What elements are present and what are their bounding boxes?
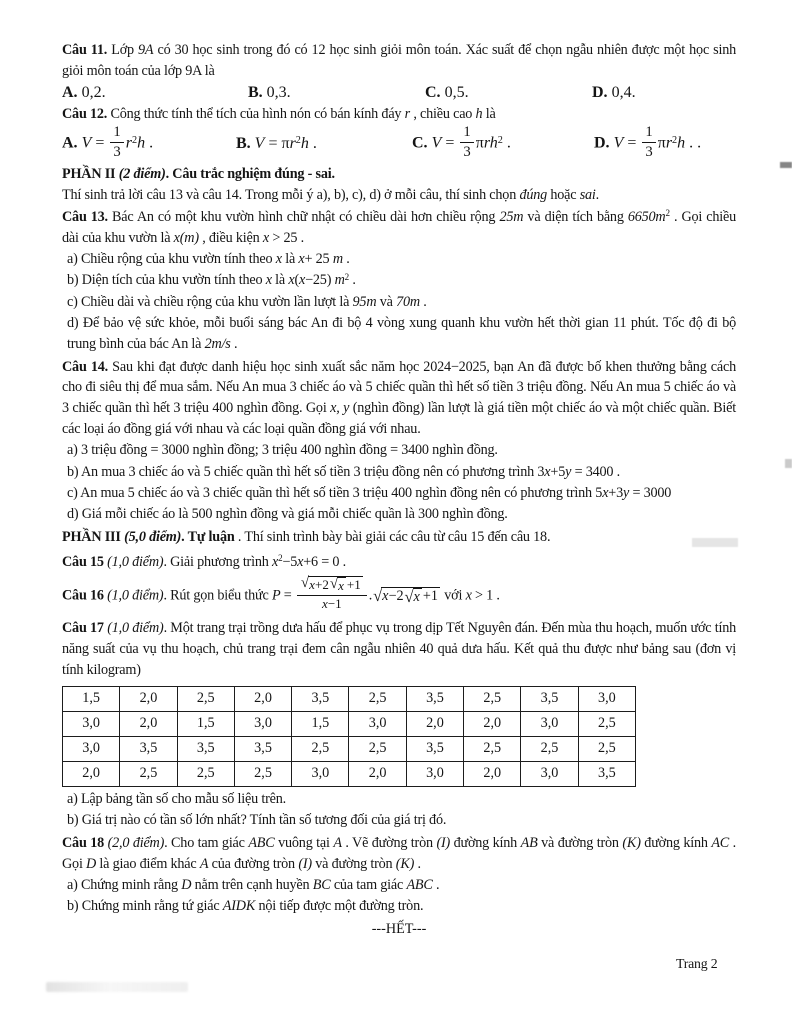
option-c: C. V = $\frac{1}{3}$ πrh$^2$ . <box>412 124 511 160</box>
question-17-item-b: b) Giá trị nào có tần số lớn nhất? Tính tần số tương đối của giá trị đó. <box>67 812 447 829</box>
table-cell: 2,0 <box>406 711 463 736</box>
option-b: B. $V = \pi r^2h$ . <box>236 135 317 153</box>
table-row <box>63 736 636 761</box>
table-row <box>63 711 636 736</box>
question-18-item-b: b) Chứng minh rằng tứ giác AIDK nội tiếp được một đường tròn. <box>67 898 424 915</box>
question-13-item-b: b) Diện tích của khu vườn tính theo x là x(x−25) $m^2$ . <box>67 271 356 289</box>
question-17-item-a: a) Lập bảng tần số cho mẫu số liệu trên. <box>67 790 286 807</box>
option-a: A. 0,2. <box>62 83 106 101</box>
table-cell: 3,0 <box>234 711 291 736</box>
table-cell: 3,5 <box>578 761 635 786</box>
scan-artifact <box>785 459 792 468</box>
page-number: Trang 2 <box>676 956 718 971</box>
table-cell: 2,0 <box>120 686 177 711</box>
question-16-text: Câu 16 (1,0 điểm). Rút gọn biểu thức P = $\frac{√x+2√x +1}{x-1}$ .√x−2√x +1 với x > 1 . <box>62 574 500 611</box>
table-cell: 2,0 <box>120 711 177 736</box>
table-cell: 3,0 <box>578 686 635 711</box>
table-cell: 1,5 <box>177 711 234 736</box>
table-cell: 2,5 <box>464 686 521 711</box>
question-14-text: Câu 14. Sau khi đạt được danh hiệu học sinh xuất sắc năm học 2024−2025, bạn An đã được bố khen thưởng bằng cách cho đi siêu thị để mua sắm. Nếu An mua 3 chiếc áo và 5 chiếc quần thì hết số tiền 3 triệu đồng. Nếu An mua 5 chiếc áo và 3 chiếc quần thì hết 3 triệu 400 nghìn đồng. Gọi x, y (nghìn đồng) lần lượt là giá tiền một chiếc áo và một chiếc quần. Biết các loại áo đồng giá với nhau và các loại quần đồng giá với nhau. <box>62 358 736 437</box>
option-d: D. 0,4. <box>592 83 636 101</box>
table-cell: 3,5 <box>406 686 463 711</box>
table-cell: 1,5 <box>292 711 349 736</box>
table-cell: 2,5 <box>234 761 291 786</box>
table-cell: 3,0 <box>521 761 578 786</box>
question-13-item-c: c) Chiều dài và chiều rộng của khu vườn lần lượt là 95m và 70m . <box>67 293 427 310</box>
fraction: $\frac{1}{3}$ <box>110 124 123 160</box>
table-cell: 3,5 <box>292 686 349 711</box>
table-cell: 2,5 <box>578 711 635 736</box>
radical: √x <box>404 586 420 606</box>
table-cell: 3,5 <box>120 736 177 761</box>
watermelon-weight-table <box>62 686 636 787</box>
question-13-item-a: a) Chiều rộng của khu vườn tính theo x là x+ 25 m . <box>67 251 350 268</box>
table-row <box>63 761 636 786</box>
radical: √x+2√x +1 <box>300 574 361 593</box>
table-cell: 3,5 <box>406 736 463 761</box>
table-cell: 2,5 <box>464 736 521 761</box>
question-13-item-d: d) Để bảo vệ sức khỏe, mỗi buổi sáng bác An đi bộ 4 vòng xung quanh khu vườn hết thời gian 11 phút. Tốc độ đi bộ trung bình của bác An là 2m/s . <box>67 314 736 352</box>
question-11-text: Câu 11. Lớp 9A có 30 học sinh trong đó có 12 học sinh giỏi môn toán. Xác suất để chọn ngẫu nhiên được một học sinh giỏi môn toán của lớp 9A là <box>62 42 737 79</box>
table-cell: 3,0 <box>406 761 463 786</box>
end-marker: ---HẾT--- <box>371 921 427 938</box>
table-cell: 2,5 <box>177 686 234 711</box>
table-cell: 2,0 <box>464 761 521 786</box>
question-15-text: Câu 15 (1,0 điểm). Giải phương trình $x^2-5x+6 = 0$ . <box>62 553 347 570</box>
table-cell: 3,5 <box>234 736 291 761</box>
table-cell: 3,0 <box>63 711 120 736</box>
radical: √x <box>329 575 344 593</box>
question-12-text: Câu 12. Công thức tính thể tích của hình nón có bán kính đáy r , chiều cao h là <box>62 105 496 122</box>
table-cell: 2,5 <box>177 761 234 786</box>
table-cell: 3,0 <box>63 736 120 761</box>
part3-heading: PHẦN III (5,0 điểm). Tự luận . Thí sinh trình bày bài giải các câu từ câu 15 đến câu 18. <box>62 528 551 545</box>
table-cell: 2,5 <box>292 736 349 761</box>
table-cell: 1,5 <box>63 686 120 711</box>
table-cell: 2,0 <box>464 711 521 736</box>
option-c: C. 0,5. <box>425 83 469 101</box>
table-cell: 2,5 <box>349 736 406 761</box>
table-cell: 2,0 <box>349 761 406 786</box>
table-cell: 3,0 <box>349 711 406 736</box>
option-a: A. V = $\frac{1}{3}$ $r^2h$ . <box>62 124 154 160</box>
question-14-item-c: c) An mua 5 chiếc áo và 3 chiếc quần thì hết số tiền 3 triệu 400 nghìn đồng nên có phương trình 5x+3y = 3000 <box>67 484 672 501</box>
scan-artifact <box>780 162 792 168</box>
part2-note: Thí sinh trả lời câu 13 và câu 14. Trong mỗi ý a), b), c), d) ở mỗi câu, thí sinh chọn đúng hoặc sai. <box>62 187 600 204</box>
question-12-options <box>62 126 736 162</box>
question-17-text: Câu 17 (1,0 điểm). Một trang trại trồng dưa hấu để phục vụ trong dịp Tết Nguyên đán. Đến mùa thu hoạch, muốn ước tính năng suất của vụ thu hoạch, chủ trang trại đem cân ngẫu nhiên 40 quả dưa hấu. Kết quả thu được như bảng sau (đơn vị tính kilogram) <box>62 620 736 679</box>
scan-artifact <box>692 538 738 547</box>
option-b: B. 0,3. <box>248 83 291 101</box>
scan-smudge <box>46 982 188 992</box>
table-cell: 2,5 <box>349 686 406 711</box>
question-18-item-a: a) Chứng minh rằng D nằm trên cạnh huyền BC của tam giác ABC . <box>67 877 440 894</box>
table-cell: 2,0 <box>234 686 291 711</box>
table-cell: 2,0 <box>63 761 120 786</box>
table-cell: 3,0 <box>292 761 349 786</box>
table-cell: 2,5 <box>521 736 578 761</box>
fraction: $\frac{1}{3}$ <box>642 124 655 160</box>
fraction: $\frac{√x+2√x +1}{x-1}$ <box>297 576 367 612</box>
table-cell: 3,5 <box>177 736 234 761</box>
question-13-text: Câu 13. Bác An có một khu vườn hình chữ nhật có chiều dài hơn chiều rộng 25m và diện tích bằng $6650m^2$ . Gọi chiều dài của khu vườn là x(m) , điều kiện x > 25 . <box>62 208 736 246</box>
table-cell: 3,5 <box>521 686 578 711</box>
table-cell: 2,5 <box>578 736 635 761</box>
radical: √x−2√x +1 <box>373 585 438 606</box>
part2-heading: PHẦN II (2 điểm). Câu trắc nghiệm đúng - sai. <box>62 166 335 183</box>
fraction: $\frac{1}{3}$ <box>460 124 473 160</box>
option-d: D. V = $\frac{1}{3}$ $\pi r^2h$ . . <box>594 124 702 160</box>
question-18-text: Câu 18 (2,0 điểm). Cho tam giác ABC vuông tại A . Vẽ đường tròn (I) đường kính AB và đường tròn (K) đường kính AC . Gọi D là giao điểm khác A của đường tròn (I) và đường tròn (K) . <box>62 834 737 872</box>
question-14-item-d: d) Giá mỗi chiếc áo là 500 nghìn đồng và giá mỗi chiếc quần là 300 nghìn đồng. <box>67 506 508 523</box>
question-14-item-a: a) 3 triệu đồng = 3000 nghìn đồng; 3 triệu 400 nghìn đồng = 3400 nghìn đồng. <box>67 442 498 459</box>
table-row <box>63 686 636 711</box>
question-11-options <box>62 84 736 102</box>
table-cell: 2,5 <box>120 761 177 786</box>
table-cell: 3,0 <box>521 711 578 736</box>
question-14-item-b: b) An mua 3 chiếc áo và 5 chiếc quần thì hết số tiền 3 triệu đồng nên có phương trình 3x+5y = 3400 . <box>67 463 620 480</box>
